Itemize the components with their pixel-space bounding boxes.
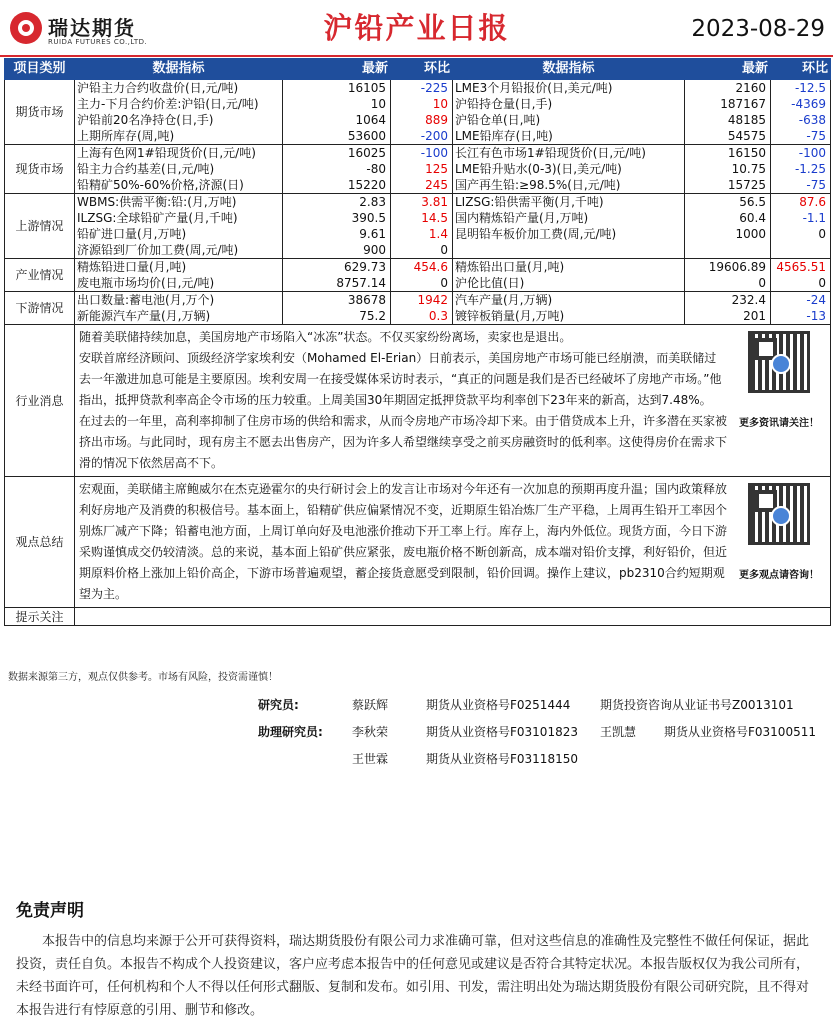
qr-caption: 更多资讯请关注！	[739, 418, 819, 429]
col-header-change-2: 环比	[771, 59, 831, 80]
change-value: 10	[391, 96, 453, 112]
qr-code-icon	[748, 331, 810, 393]
table-row	[5, 210, 831, 226]
header-divider	[0, 55, 833, 57]
indicator-name: 主力-下月合约价差:沪铅(日,元/吨)	[75, 96, 283, 112]
indicator-name: 精炼铅进口量(月,吨)	[75, 259, 283, 276]
table-row	[5, 226, 831, 242]
hint-cell	[75, 608, 831, 626]
latest-value: 629.73	[283, 259, 391, 276]
indicator-name: 沪铅持仓量(日,手)	[453, 96, 685, 112]
indicator-name: 沪伦比值(日)	[453, 275, 685, 292]
latest-value: 232.4	[685, 292, 771, 309]
change-value: 1.4	[391, 226, 453, 242]
assistant-name: 李秋荣	[352, 725, 389, 739]
researcher-name: 蔡跃辉	[352, 698, 389, 712]
indicator-name	[453, 242, 685, 259]
category-cell: 现货市场	[5, 145, 75, 194]
indicator-name: 沪铅前20名净持仓(日,手)	[75, 112, 283, 128]
indicator-name: 精炼铅出口量(月,吨)	[453, 259, 685, 276]
change-value: 125	[391, 161, 453, 177]
latest-value: 2160	[685, 80, 771, 97]
indicator-name: 国产再生铅:≥98.5%(日,元/吨)	[453, 177, 685, 194]
latest-value: 16105	[283, 80, 391, 97]
viewpoint-row	[5, 477, 831, 608]
table-row	[5, 112, 831, 128]
disclaimer-title: 免责声明	[16, 901, 84, 921]
qr-code-news	[738, 331, 820, 434]
latest-value: 10.75	[685, 161, 771, 177]
change-value: -1.25	[771, 161, 831, 177]
indicator-name: 铅精矿50%-60%价格,济源(日)	[75, 177, 283, 194]
change-value: -75	[771, 128, 831, 145]
change-value: -1.1	[771, 210, 831, 226]
table-row	[5, 242, 831, 259]
viewpoint-cell	[75, 477, 831, 608]
change-value: 14.5	[391, 210, 453, 226]
latest-value: 2.83	[283, 194, 391, 211]
indicator-name: 铅矿进口量(月,万吨)	[75, 226, 283, 242]
news-paragraph: 随着美联储持续加息，美国房地产市场陷入“冰冻”状态。不仅买家纷纷离场，卖家也是退出。	[79, 330, 572, 344]
news-paragraph: 在过去的一年里，高利率抑制了住房市场的供给和需求，从而令房地产市场冷却下来。由于借贷成本上升，许多潜在买家被挤出市场。与此同时，现有房主不愿去出售房产，因为许多人希望继续享受之前买房融资时的低利率。这使得房价在需求下滑的情况下依然居高不下。	[79, 414, 728, 470]
latest-value: 19606.89	[685, 259, 771, 276]
change-value: 889	[391, 112, 453, 128]
latest-value: 75.2	[283, 308, 391, 325]
industry-news-row	[5, 325, 831, 477]
indicator-name: ILZSG:全球铅矿产量(月,千吨)	[75, 210, 283, 226]
report-header	[0, 0, 833, 56]
latest-value: -80	[283, 161, 391, 177]
latest-value: 187167	[685, 96, 771, 112]
change-value: -4369	[771, 96, 831, 112]
indicator-name: 上海有色网1#铅现货价(日,元/吨)	[75, 145, 283, 162]
change-value: -100	[771, 145, 831, 162]
change-value: -638	[771, 112, 831, 128]
latest-value: 201	[685, 308, 771, 325]
change-value: 454.6	[391, 259, 453, 276]
change-value: -200	[391, 128, 453, 145]
change-value: -225	[391, 80, 453, 97]
col-header-latest-2: 最新	[685, 59, 771, 80]
table-row	[5, 194, 831, 211]
category-cell: 上游情况	[5, 194, 75, 259]
change-value: 4565.51	[771, 259, 831, 276]
news-paragraph: 安联首席经济顾问、顶级经济学家埃利安（Mohamed El-Erian）日前表示，美国房地产市场可能已经崩溃，而美联储过去一年激进加息可能是主要原因。埃利安周一在接受媒体采访时表示，“真正的问题是我们是否已经破坏了房地产市场。”他指出，抵押贷款利率高企令市场的压力较重。上周美国30年期固定抵押贷款平均利率创下23年来的新高，达到7.48%。	[79, 351, 722, 407]
change-value: -75	[771, 177, 831, 194]
latest-value: 15220	[283, 177, 391, 194]
latest-value: 10	[283, 96, 391, 112]
table-row	[5, 128, 831, 145]
indicator-name: 昆明铅车板价加工费(周,元/吨)	[453, 226, 685, 242]
indicator-name: 国内精炼铅产量(月,万吨)	[453, 210, 685, 226]
col-header-indicator-2: 数据指标	[453, 59, 685, 80]
indicator-name: 上期所库存(周,吨)	[75, 128, 283, 145]
category-cell: 观点总结	[5, 477, 75, 608]
latest-value: 48185	[685, 112, 771, 128]
assistant-cert: 期货从业资格号F03100511	[664, 725, 816, 739]
indicator-name: 铅主力合约基差(日,元/吨)	[75, 161, 283, 177]
latest-value: 16150	[685, 145, 771, 162]
indicator-name: 汽车产量(月,万辆)	[453, 292, 685, 309]
table-header-row	[5, 59, 831, 80]
researcher-cert-2: 期货投资咨询从业证书号Z0013101	[600, 698, 794, 712]
qr-code-icon	[748, 483, 810, 545]
qr-caption: 更多观点请咨询！	[739, 570, 819, 581]
indicator-name: 沪铅仓单(日,吨)	[453, 112, 685, 128]
category-cell: 产业情况	[5, 259, 75, 292]
latest-value: 0	[685, 275, 771, 292]
category-cell: 提示关注	[5, 608, 75, 626]
latest-value	[685, 242, 771, 259]
indicator-name: LME铅升贴水(0-3)(日,美元/吨)	[453, 161, 685, 177]
risk-note: 数据来源第三方，观点仅供参考。市场有风险，投资需谨慎！	[8, 672, 278, 683]
table-row	[5, 275, 831, 292]
category-cell: 下游情况	[5, 292, 75, 325]
category-cell: 行业消息	[5, 325, 75, 477]
assistant-cert: 期货从业资格号F03101823	[426, 725, 578, 739]
indicator-name: 镀锌板销量(月,万吨)	[453, 308, 685, 325]
table-row	[5, 145, 831, 162]
change-value: 0.3	[391, 308, 453, 325]
indicator-name: WBMS:供需平衡:铅:(月,万吨)	[75, 194, 283, 211]
latest-value: 60.4	[685, 210, 771, 226]
change-value: 1942	[391, 292, 453, 309]
col-header-latest: 最新	[283, 59, 391, 80]
table-row	[5, 80, 831, 97]
table-row	[5, 292, 831, 309]
latest-value: 16025	[283, 145, 391, 162]
change-value: 0	[771, 275, 831, 292]
latest-value: 54575	[685, 128, 771, 145]
report-title: 沪铅产业日报	[323, 11, 510, 45]
data-table	[4, 58, 831, 626]
change-value	[771, 242, 831, 259]
latest-value: 1064	[283, 112, 391, 128]
change-value: 87.6	[771, 194, 831, 211]
table-row	[5, 259, 831, 276]
logo-name: 瑞达期货	[48, 16, 136, 40]
table-row	[5, 177, 831, 194]
indicator-name: 新能源汽车产量(月,万辆)	[75, 308, 283, 325]
indicator-name: 出口数量:蓄电池(月,万个)	[75, 292, 283, 309]
change-value: 0	[771, 226, 831, 242]
indicator-name: 济源铅到厂价加工费(周,元/吨)	[75, 242, 283, 259]
latest-value: 900	[283, 242, 391, 259]
assistant-name: 王凯慧	[600, 725, 637, 739]
col-header-category: 项目类别	[5, 59, 75, 80]
assistant-label: 助理研究员:	[258, 725, 323, 739]
logo-english-name: RUIDA FUTURES CO.,LTD.	[48, 38, 148, 46]
indicator-name: LIZSG:铅供需平衡(月,千吨)	[453, 194, 685, 211]
change-value: -24	[771, 292, 831, 309]
indicator-name: 废电瓶市场均价(日,元/吨)	[75, 275, 283, 292]
latest-value: 15725	[685, 177, 771, 194]
change-value: 0	[391, 242, 453, 259]
col-header-change: 环比	[391, 59, 453, 80]
viewpoint-text: 宏观面，美联储主席鲍威尔在杰克逊霍尔的央行研讨会上的发言让市场对今年还有一次加息的预期再度升温；国内政策释放利好房地产及消费的积极信号。基本面上，铅精矿供应偏紧情况不变，近期原生铅冶炼厂生产平稳，上周再生铅开工率因个别炼厂减产下降；铅蓄电池方面，上周订单向好及电池涨价推动下开工率上行。库存上，海内外低位。现货方面，今日下游采购谨慎成交仍较清淡。总的来说，基本面上铅矿供应紧张，废电瓶价格不断创新高，成本端对铅价支撑，利好铅价，但近期原料价格上涨加上铅价高企，下游市场普遍观望，蓄企接货意愿受到限制，铅价回调。操作上建议，pb2310合约短期观望为主。	[79, 482, 728, 601]
assistant-cert: 期货从业资格号F03118150	[426, 752, 578, 766]
researcher-label: 研究员:	[258, 698, 299, 712]
change-value: 3.81	[391, 194, 453, 211]
change-value: -12.5	[771, 80, 831, 97]
report-date: 2023-08-29	[691, 16, 825, 42]
disclaimer-body: 本报告中的信息均来源于公开可获得资料，瑞达期货股份有限公司力求准确可靠，但对这些信息的准确性及完整性不做任何保证，据此投资，责任自负。本报告不构成个人投资建议，客户应考虑本报告中的任何意见或建议是否符合其特定状况。本报告版权仅为我公司所有，未经书面许可，任何机构和个人不得以任何形式翻版、复制和发布。如引用、刊发，需注明出处为瑞达期货股份有限公司研究院，且不得对本报告进行有悖原意的引用、删节和修改。	[16, 934, 810, 1018]
indicator-name: LME铅库存(日,吨)	[453, 128, 685, 145]
assistant-name: 王世霖	[352, 752, 389, 766]
latest-value: 53600	[283, 128, 391, 145]
industry-news-cell	[75, 325, 831, 477]
latest-value: 9.61	[283, 226, 391, 242]
col-header-indicator: 数据指标	[75, 59, 283, 80]
change-value: 0	[391, 275, 453, 292]
table-row	[5, 308, 831, 325]
change-value: -13	[771, 308, 831, 325]
researcher-cert: 期货从业资格号F0251444	[426, 698, 571, 712]
hint-row	[5, 608, 831, 626]
indicator-name: LME3个月铅报价(日,美元/吨)	[453, 80, 685, 97]
change-value: -100	[391, 145, 453, 162]
indicator-name: 长江有色市场1#铅现货价(日,元/吨)	[453, 145, 685, 162]
table-row	[5, 96, 831, 112]
change-value: 245	[391, 177, 453, 194]
latest-value: 390.5	[283, 210, 391, 226]
latest-value: 56.5	[685, 194, 771, 211]
qr-code-viewpoint	[738, 483, 820, 586]
indicator-name: 沪铅主力合约收盘价(日,元/吨)	[75, 80, 283, 97]
category-cell: 期货市场	[5, 80, 75, 145]
latest-value: 1000	[685, 226, 771, 242]
latest-value: 8757.14	[283, 275, 391, 292]
latest-value: 38678	[283, 292, 391, 309]
table-row	[5, 161, 831, 177]
